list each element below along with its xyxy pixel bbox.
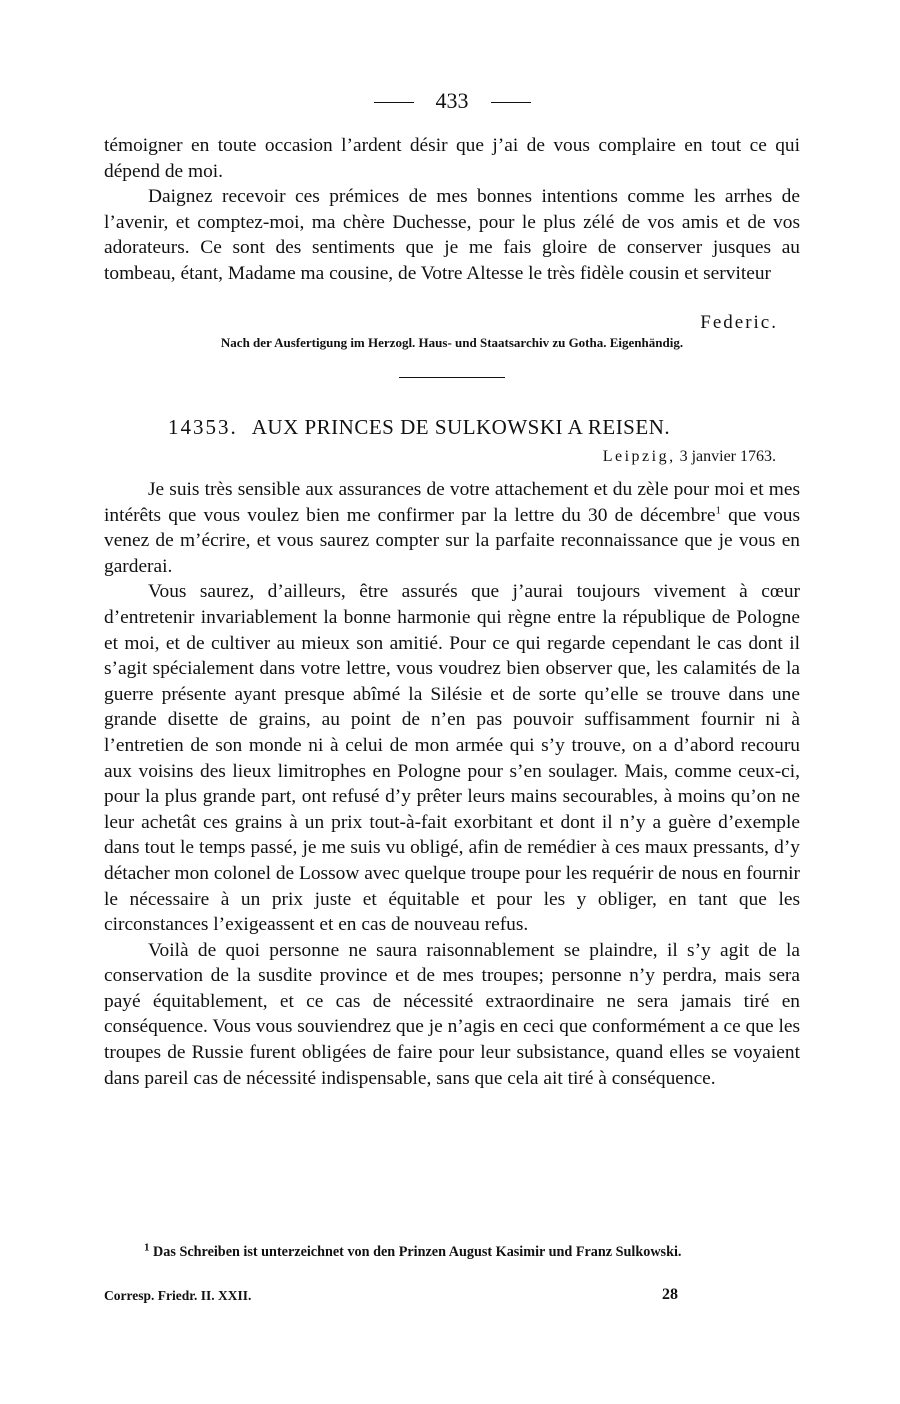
paragraph: témoigner en toute occasion l’ardent désir que j’ai de vous complaire en tout ce qui dépend de moi. [104,135,800,182]
signature-mark-left: Corresp. Friedr. II. XXII. [104,1288,252,1303]
letter-title: AUX PRINCES DE SULKOWSKI A REISEN. [251,415,671,439]
page-header [104,88,800,114]
letter-body [104,477,800,1091]
paragraph: Vous saurez, d’ailleurs, être assurés que j’aurai toujours vivement à cœur d’entretenir invariablement la bonne harmonie qui règne entre la république de Pologne et moi, et de cultiver au mieux son amitié. Pour ce qui regarde cependant le cas dont il s’agit spécialement dans votre lettre, vous voudrez bien observer que, les calamités de la guerre présente ayant presque abîmé la Silésie et de sorte qu’elle se trouve dans une grande disette de grains, au point de n’en pas pouvoir suffisamment fournir ni à l’entretien de son monde ni à celui de mon armée qui s’y trouve, on a d’abord recouru aux voisins des lieux limitrophes en Pologne pour s’en soulager. Mais, comme ceux-ci, pour la plus grande part, ont refusé d’y prêter leurs mains secourables, à moins qu’on ne leur achetât ces grains à un prix tout-à-fait exorbitant et dont il n’y a guère d’exemple dans tout le temps passé, je me suis vu obligé, afin de remédier à ces maux pressants, d’y détacher mon colonel de Lossow avec quelque troupe pour les requérir de nous en fournir le nécessaire à un prix juste et équitable et pour les y obliger, en tant que les circonstances l’exigeassent et en cas de nouveau refus. [104,581,800,936]
paragraph [104,477,800,579]
paragraph: Daignez recevoir ces prémices de mes bonnes intentions comme les arrhes de l’avenir, et comptez-moi, ma chère Duchesse, pour le plus zélé de vos amis et de vos adorateurs. Ce sont des sentiments que je me fais gloire de conserver jusques au tombeau, étant, Madame ma cousine, de Votre Altesse le très fidèle cousin et serviteur [104,186,800,284]
paragraph-text: que vous venez de m’écrire, et vous saurez compter sur la parfaite reconnaissance que je vous en garderai. [104,504,801,577]
paragraph: Voilà de quoi personne ne saura raisonnablement se plaindre, il s’y agit de la conservation de la susdite province et de mes troupes; personne n’y perdra, mais sera payé équitablement, et ce cas de nécessité extraordinaire ne sera jamais tiré en conséquence. Vous vous souviendrez que je n’agis en ceci que conformément a ce que les troupes de Russie furent obligées de faire pour leur subsistance, quand elles se voyaient dans pareil cas de nécessité indispensable, sans que cela ait tiré à conséquence. [104,939,800,1089]
footnote-mark: 1 [144,1241,150,1254]
footnote-text: Das Schreiben ist unterzeichnet von den Prinzen August Kasimir und Franz Sulkowski. [153,1244,682,1260]
paragraph-text: Je suis très sensible aux assurances de votre attachement et du zèle pour moi et mes intérêts que vous voulez bien me confirmer par la lettre du 30 de décembre [104,479,800,526]
footnote [104,1242,794,1262]
dateline [603,448,776,466]
header-rule-right [491,102,531,103]
signature: Federic. [700,312,778,333]
page-number: 433 [435,88,469,113]
place: Leipzig, [602,448,676,465]
footnote-mark: 1 [715,504,721,517]
source-note: Nach der Ausfertigung im Herzogl. Haus- und Staatsarchiv zu Gotha. Eigenhändig. [220,335,684,350]
letter-heading [168,415,670,440]
header-rule-left [374,102,414,103]
signature-mark-right: 28 [662,1286,678,1303]
section-divider [399,377,505,378]
letter-number: 14353. [168,415,238,439]
previous-letter-text [104,133,800,287]
date: 3 janvier 1763. [679,448,776,465]
